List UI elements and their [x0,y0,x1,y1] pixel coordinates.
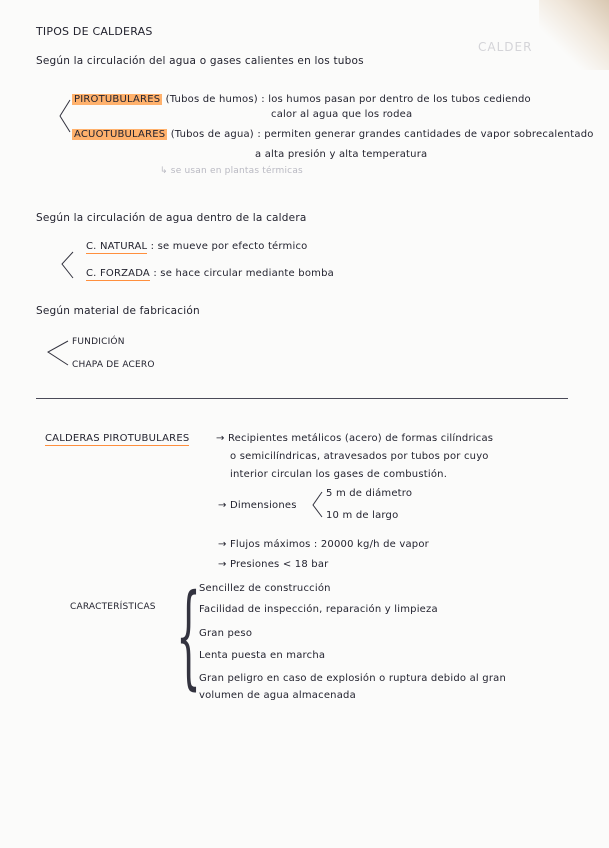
dimensiones-2: 10 m de largo [326,510,399,521]
forzada-label: C. FORZADA [86,268,150,279]
section3-heading: Según material de fabricación [36,305,200,317]
caracteristicas-brace: { [176,571,201,701]
pirotubulares-label: PIROTUBULARES [74,94,161,105]
pirotubulares-desc1: : los humos pasan por dentro de los tubos cediendo [261,94,531,105]
acuotubulares-desc2: a alta presión y alta temperatura [255,149,428,160]
acuotubulares-desc1: : permiten generar grandes cantidades de vapor sobrecalentado [257,129,594,140]
caracteristica-item-3: Gran peso [199,628,253,639]
piro-heading-row [45,433,189,444]
caracteristica-item-2: Facilidad de inspección, reparación y limpieza [199,604,438,615]
natural-desc: : se mueve por efecto térmico [150,241,308,252]
forzada-desc: : se hace circular mediante bomba [153,268,334,279]
caracteristica-item-1: Sencillez de construcción [199,583,331,594]
natural-label: C. NATURAL [86,241,148,252]
presiones-line: → Presiones < 18 bar [218,559,329,570]
pirotubulares-row [72,94,531,105]
pirotubulares-sub: (Tubos de humos) [165,94,258,105]
caracteristica-item-4: Lenta puesta en marcha [199,650,326,661]
piro-heading: CALDERAS PIROTUBULARES [45,433,190,444]
corner-smudge-text: CALDER [478,40,533,54]
acuotubulares-sub: (Tubos de agua) [170,129,254,140]
pirotubulares-desc2: calor al agua que los rodea [271,109,413,120]
dimensiones-label: → Dimensiones [218,500,297,511]
piro-line3: interior circulan los gases de combustión. [230,469,448,480]
caracteristica-item-5: Gran peligro en caso de explosión o ruptura debido al gran [199,673,506,684]
acuotubulares-note: ↳ se usan en plantas térmicas [160,166,303,176]
material-item-chapa: CHAPA DE ACERO [72,360,155,370]
natural-row [86,241,307,252]
dimensiones-1: 5 m de diámetro [326,488,413,499]
section1-heading: Según la circulación del agua o gases calientes en los tubos [36,55,364,67]
acuotubulares-label: ACUOTUBULARES [74,129,166,140]
acuotubulares-row [72,129,594,140]
page-title: TIPOS DE CALDERAS [36,25,153,38]
forzada-row [86,268,334,279]
flujos-line: → Flujos máximos : 20000 kg/h de vapor [218,539,429,550]
piro-line2: o semicilíndricas, atravesados por tubos por cuyo [230,451,489,462]
piro-line1: → Recipientes metálicos (acero) de formas cilíndricas [216,433,494,444]
section-divider [36,398,568,399]
caracteristicas-label: CARACTERÍSTICAS [70,602,156,612]
material-item-fundicion: FUNDICIÓN [72,337,125,347]
caracteristica-item-6: volumen de agua almacenada [199,690,356,701]
section2-heading: Según la circulación de agua dentro de la caldera [36,212,307,224]
